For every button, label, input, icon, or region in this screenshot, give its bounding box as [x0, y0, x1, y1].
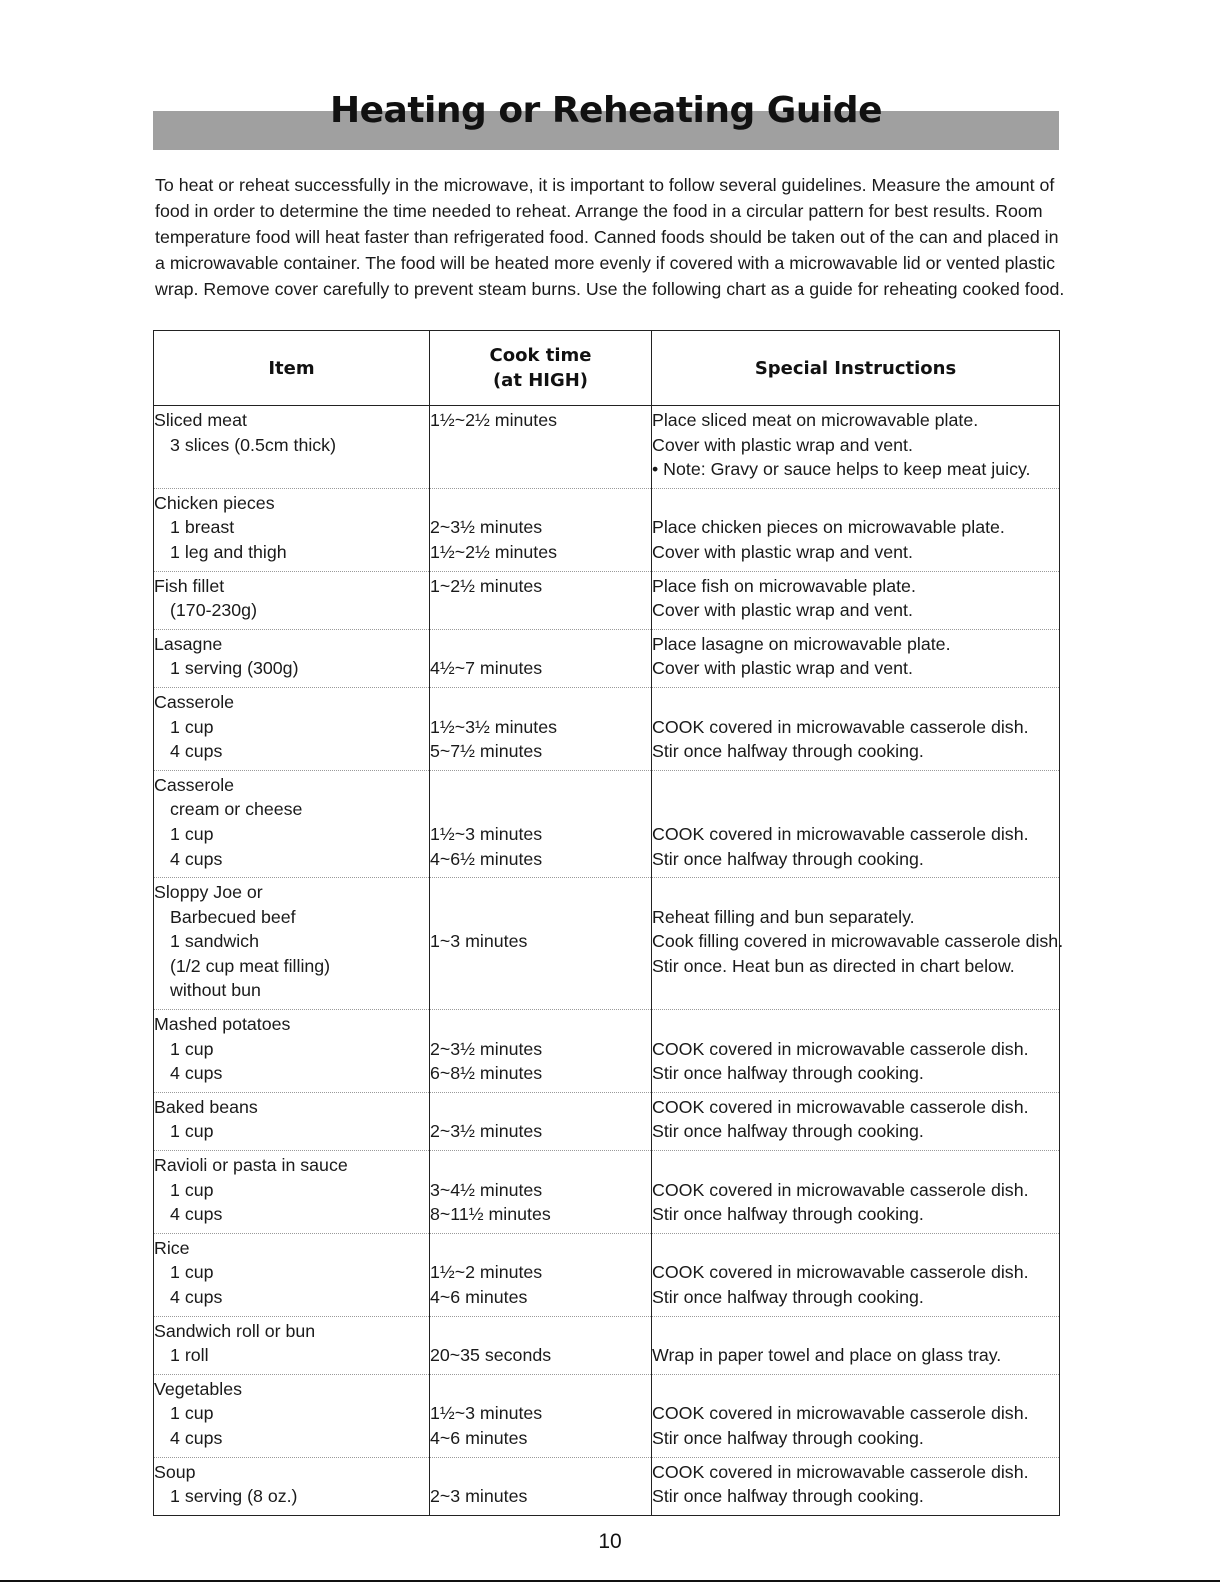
item-line: 4 cups	[170, 1204, 223, 1225]
instruction-line: Wrap in paper towel and place on glass tray.	[652, 1345, 1002, 1366]
table-row	[154, 571, 1060, 629]
item-line: 1 cup	[170, 716, 214, 737]
table-row	[154, 406, 1060, 489]
cook-time-line: 4~6 minutes	[430, 1427, 528, 1448]
item-line: Ravioli or pasta in sauce	[154, 1155, 348, 1176]
cook-time-line: 6~8½ minutes	[430, 1063, 543, 1084]
cook-time-line: 8~11½ minutes	[430, 1204, 551, 1225]
item-line: 1 cup	[170, 1403, 214, 1424]
cook-time-line	[430, 1460, 651, 1485]
instructions-cell	[652, 629, 1060, 687]
item-line: Casserole	[154, 774, 235, 795]
item-cell	[154, 571, 430, 629]
item-line: Chicken pieces	[154, 492, 275, 513]
item-line: 1 sandwich	[170, 931, 259, 952]
instruction-line	[652, 773, 1059, 798]
item-cell	[154, 1151, 430, 1234]
instruction-line: Place lasagne on microwavable plate.	[652, 633, 951, 654]
cook-time-cell	[430, 1233, 652, 1316]
instruction-line: COOK covered in microwavable casserole dish.	[652, 1038, 1029, 1059]
cook-time-cell	[430, 488, 652, 571]
cook-time-cell	[430, 1457, 652, 1515]
cook-time-line: 2~3½ minutes	[430, 1121, 543, 1142]
instruction-line: Stir once halfway through cooking.	[652, 1287, 924, 1307]
item-line: 1 leg and thigh	[170, 541, 287, 562]
reheating-table	[153, 330, 1064, 1516]
item-line: Mashed potatoes	[154, 1014, 291, 1035]
cook-time-line: 4½~7 minutes	[430, 658, 543, 679]
table-row	[154, 770, 1060, 877]
instruction-line: Stir once halfway through cooking.	[652, 1204, 924, 1225]
instruction-line: Stir once halfway through cooking.	[652, 1427, 924, 1448]
cook-time-cell	[430, 571, 652, 629]
item-line: 1 cup	[170, 1038, 214, 1059]
instructions-cell	[652, 1457, 1060, 1515]
cook-time-line: 1~3 minutes	[430, 931, 528, 952]
item-line: 4 cups	[170, 1427, 223, 1448]
table-row	[154, 878, 1060, 1010]
item-line: Barbecued beef	[170, 906, 296, 927]
header-cook-time-line1: Cook time	[489, 345, 592, 366]
instruction-line: Cover with plastic wrap and vent.	[652, 658, 913, 679]
item-line: 1 cup	[170, 1179, 214, 1200]
header-item: Item	[154, 331, 430, 406]
table-row	[154, 1151, 1060, 1234]
instruction-line: Stir once halfway through cooking.	[652, 1121, 924, 1142]
item-line: Lasagne	[154, 633, 223, 654]
instruction-line: Stir once halfway through cooking.	[652, 1486, 924, 1507]
instruction-line	[652, 797, 1059, 822]
cook-time-line	[430, 1236, 651, 1261]
instruction-line: COOK covered in microwavable casserole dish.	[652, 1262, 1029, 1283]
instruction-line	[652, 1319, 1059, 1344]
cook-time-line: 1½~2½ minutes	[430, 541, 558, 562]
table-row	[154, 1092, 1060, 1150]
cook-time-line	[430, 954, 651, 979]
table-row	[154, 488, 1060, 571]
cook-time-line: 3~4½ minutes	[430, 1179, 543, 1200]
item-line: 1 serving (300g)	[170, 658, 299, 679]
instruction-line	[652, 690, 1059, 715]
item-line: cream or cheese	[170, 799, 303, 820]
item-line: 4 cups	[170, 1063, 223, 1084]
table-row	[154, 687, 1060, 770]
cook-time-line	[430, 1377, 651, 1402]
item-line: 1 serving (8 oz.)	[170, 1486, 298, 1507]
item-line: 1 cup	[170, 823, 214, 844]
instruction-line: COOK covered in microwavable casserole dish.	[652, 716, 1029, 737]
item-line: Casserole	[154, 691, 235, 712]
instructions-cell	[652, 1233, 1060, 1316]
instructions-cell	[652, 1092, 1060, 1150]
cook-time-line	[430, 632, 651, 657]
instruction-line: COOK covered in microwavable casserole dish.	[652, 1096, 1029, 1117]
cook-time-line: 1½~2 minutes	[430, 1262, 543, 1283]
cook-time-line: 4~6 minutes	[430, 1287, 528, 1307]
item-cell	[154, 406, 430, 489]
item-line	[154, 457, 429, 482]
instruction-line	[652, 1236, 1059, 1261]
item-cell	[154, 629, 430, 687]
item-cell	[154, 1374, 430, 1457]
header-cook-time-line2: (at HIGH)	[492, 370, 589, 391]
cook-time-line: 20~35 seconds	[430, 1345, 552, 1366]
item-line: Soup	[154, 1461, 196, 1482]
instruction-line: COOK covered in microwavable casserole dish.	[652, 823, 1029, 844]
item-cell	[154, 687, 430, 770]
instructions-cell	[652, 406, 1060, 489]
item-line: 4 cups	[170, 848, 223, 869]
cook-time-line	[430, 1095, 651, 1120]
item-line: (1/2 cup meat filling)	[170, 955, 331, 976]
instruction-line: Place sliced meat on microwavable plate.	[652, 410, 979, 430]
cook-time-line: 2~3 minutes	[430, 1486, 528, 1507]
item-line: 3 slices (0.5cm thick)	[170, 434, 336, 455]
cook-time-cell	[430, 629, 652, 687]
cook-time-line: 4~6½ minutes	[430, 848, 543, 869]
instruction-line: COOK covered in microwavable casserole dish.	[652, 1179, 1029, 1200]
cook-time-cell	[430, 770, 652, 877]
cook-time-line: 2~3½ minutes	[430, 1038, 543, 1059]
item-line: (170-230g)	[170, 600, 257, 621]
item-line: 1 roll	[170, 1345, 209, 1366]
bottom-rule	[0, 1580, 1220, 1582]
cook-time-line	[430, 1153, 651, 1178]
item-cell	[154, 1457, 430, 1515]
cook-time-line	[430, 491, 651, 516]
instruction-line	[652, 978, 1059, 1003]
cook-time-line	[430, 1012, 651, 1037]
cook-time-line: 1½~2½ minutes	[430, 410, 558, 430]
instruction-line: • Note: Gravy or sauce helps to keep meat juicy.	[652, 459, 1031, 480]
instruction-line: Place chicken pieces on microwavable plate.	[652, 517, 1005, 538]
item-line: 4 cups	[170, 1287, 223, 1307]
table-row	[154, 1316, 1060, 1374]
instruction-line	[652, 880, 1059, 905]
cook-time-line	[430, 690, 651, 715]
cook-time-line	[430, 598, 651, 623]
instruction-line: Cover with plastic wrap and vent.	[652, 541, 913, 562]
page-title: Heating or Reheating Guide	[330, 90, 882, 131]
cook-time-line: 1½~3 minutes	[430, 823, 543, 844]
instruction-line: Stir once halfway through cooking.	[652, 741, 924, 762]
cook-time-line: 1~2½ minutes	[430, 575, 543, 596]
instruction-line: Stir once halfway through cooking.	[652, 1063, 924, 1084]
instruction-line	[652, 491, 1059, 516]
instructions-cell	[652, 488, 1060, 571]
instruction-line: Stir once. Heat bun as directed in chart below.	[652, 955, 1015, 976]
cook-time-line	[430, 905, 651, 930]
item-cell	[154, 1010, 430, 1093]
item-line: Vegetables	[154, 1378, 242, 1399]
cook-time-line	[430, 433, 651, 458]
instruction-line: COOK covered in microwavable casserole dish.	[652, 1403, 1029, 1424]
header-special-instructions: Special Instructions	[652, 331, 1060, 406]
item-cell	[154, 488, 430, 571]
cook-time-cell	[430, 878, 652, 1010]
instructions-cell	[652, 1316, 1060, 1374]
cook-time-cell	[430, 1316, 652, 1374]
page-number: 10	[598, 1530, 622, 1553]
cook-time-line	[430, 978, 651, 1003]
item-line: 1 cup	[170, 1121, 214, 1142]
cook-time-line: 2~3½ minutes	[430, 517, 543, 538]
instruction-line: Cover with plastic wrap and vent.	[652, 600, 913, 621]
item-cell	[154, 1316, 430, 1374]
instruction-line: Cover with plastic wrap and vent.	[652, 434, 913, 455]
item-line: Fish fillet	[154, 575, 225, 596]
intro-paragraph: To heat or reheat successfully in the microwave, it is important to follow several guidelines. Measure the amount of food in order to determine the time needed to reheat. Arrange the food in a circular pattern for best results. Room temperature food will heat faster than refrigerated food. Canned foods should be taken out of the can and placed in a microwavable container. The food will be heated more evenly if covered with a microwavable lid or vented plastic wrap. Remove cover carefully to prevent steam burns. Use the following chart as a guide for reheating cooked food.	[155, 175, 1065, 299]
instructions-cell	[652, 1151, 1060, 1234]
instructions-cell	[652, 571, 1060, 629]
table-row	[154, 629, 1060, 687]
cook-time-line: 1½~3 minutes	[430, 1403, 543, 1424]
item-cell	[154, 1092, 430, 1150]
cook-time-cell	[430, 406, 652, 489]
table-row	[154, 1233, 1060, 1316]
item-line: 1 breast	[170, 517, 235, 538]
item-line: Baked beans	[154, 1096, 258, 1117]
cook-time-cell	[430, 1151, 652, 1234]
table-row	[154, 1374, 1060, 1457]
header-cook-time	[430, 331, 652, 406]
cook-time-cell	[430, 1374, 652, 1457]
item-line: 1 cup	[170, 1262, 214, 1283]
item-line: Sandwich roll or bun	[154, 1320, 316, 1341]
item-line: Sliced meat	[154, 410, 247, 430]
cook-time-line	[430, 457, 651, 482]
cook-time-cell	[430, 1092, 652, 1150]
instructions-cell	[652, 770, 1060, 877]
table-header-row	[154, 331, 1060, 406]
table-body	[154, 406, 1064, 1516]
cook-time-line: 1½~3½ minutes	[430, 716, 558, 737]
instructions-cell	[652, 878, 1064, 1010]
table-row	[154, 1010, 1060, 1093]
instructions-cell	[652, 1010, 1060, 1093]
instruction-line: Cook filling covered in microwavable casserole dish.	[652, 931, 1064, 952]
table-row	[154, 1457, 1060, 1515]
cook-time-line	[430, 1319, 651, 1344]
cook-time-cell	[430, 1010, 652, 1093]
item-cell	[154, 770, 430, 877]
item-line: 4 cups	[170, 741, 223, 762]
item-line: without bun	[170, 980, 261, 1001]
cook-time-line	[430, 797, 651, 822]
cook-time-line	[430, 773, 651, 798]
item-cell	[154, 1233, 430, 1316]
item-cell	[154, 878, 430, 1010]
instructions-cell	[652, 1374, 1060, 1457]
instruction-line	[652, 1377, 1059, 1402]
cook-time-line	[430, 880, 651, 905]
instruction-line	[652, 1012, 1059, 1037]
instruction-line: Reheat filling and bun separately.	[652, 906, 915, 927]
cook-time-line: 5~7½ minutes	[430, 741, 543, 762]
item-line: Rice	[154, 1237, 190, 1258]
instruction-line: Stir once halfway through cooking.	[652, 848, 924, 869]
instruction-line: Place fish on microwavable plate.	[652, 575, 916, 596]
instructions-cell	[652, 687, 1060, 770]
cook-time-cell	[430, 687, 652, 770]
instruction-line: COOK covered in microwavable casserole dish.	[652, 1461, 1029, 1482]
instruction-line	[652, 1153, 1059, 1178]
item-line: Sloppy Joe or	[154, 882, 263, 903]
